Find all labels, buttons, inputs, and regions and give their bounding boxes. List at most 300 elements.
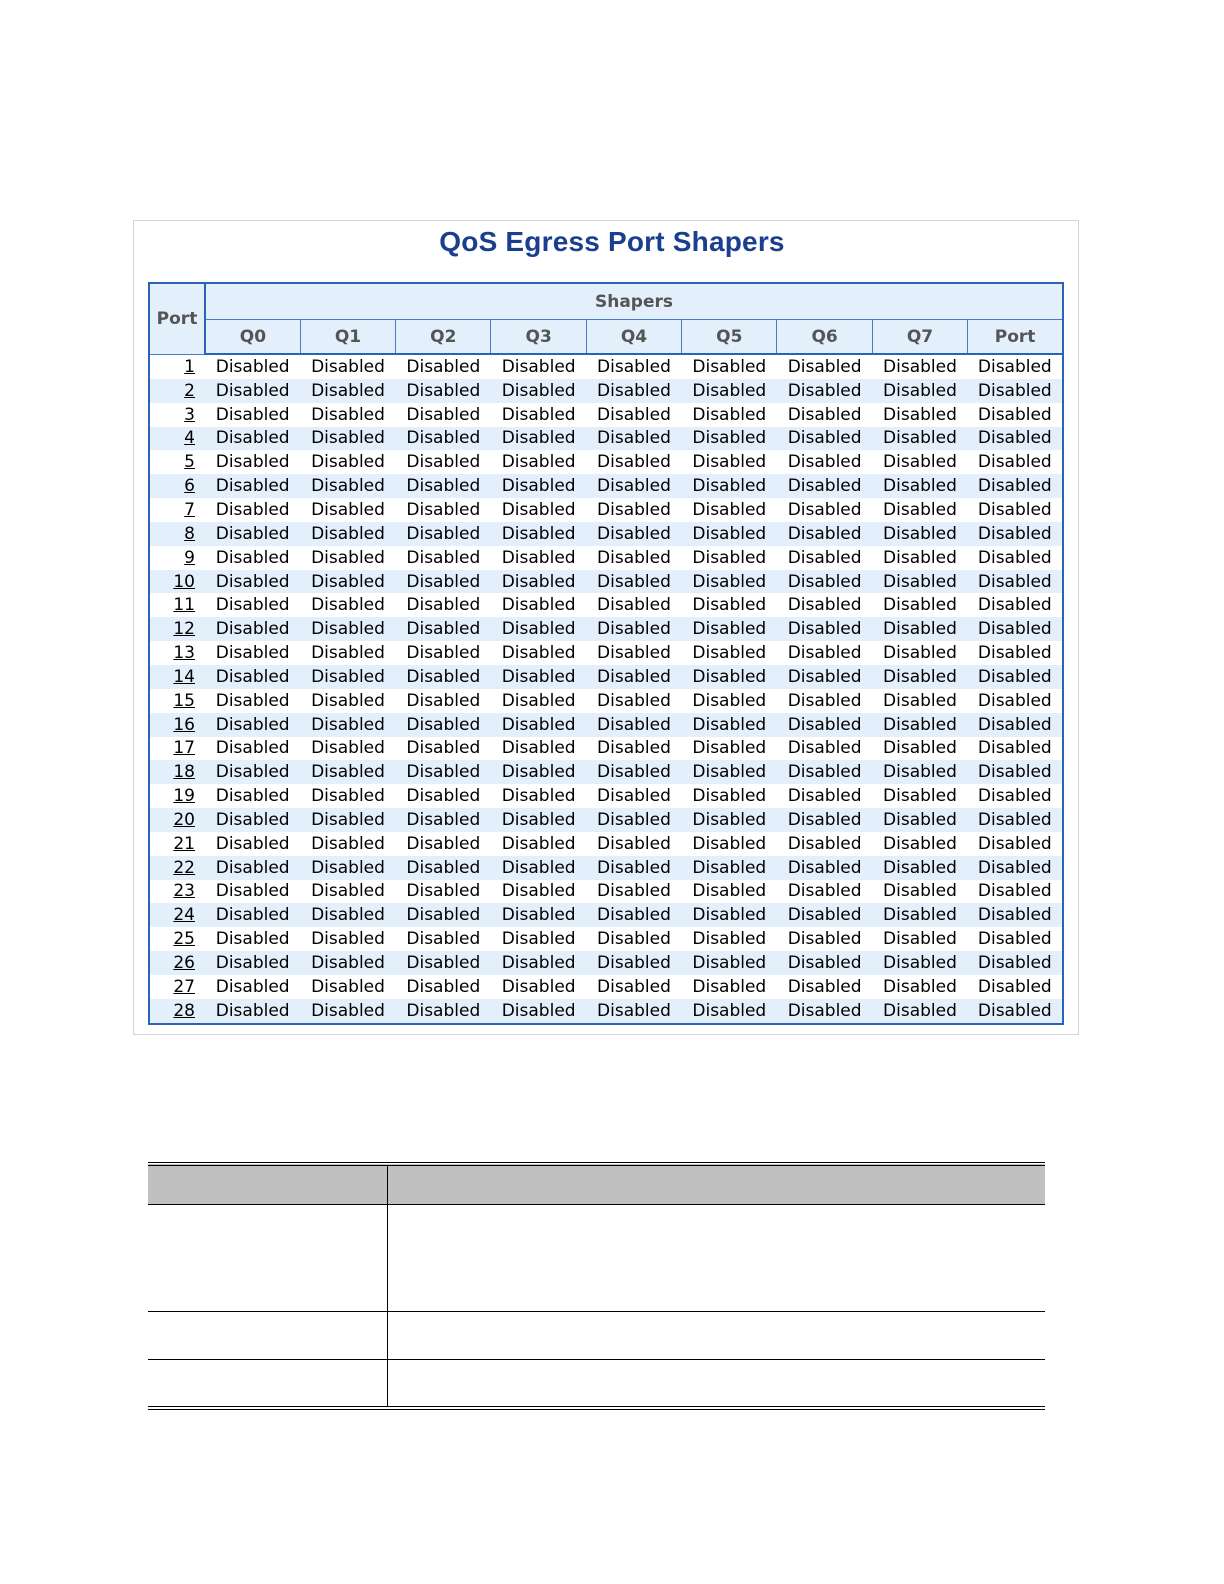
port-cell	[149, 570, 205, 594]
shaper-link[interactable]: Disabled	[597, 738, 671, 759]
shaper-link[interactable]: Disabled	[205, 856, 300, 880]
shaper-link[interactable]: Disabled	[968, 999, 1063, 1024]
shaper-link[interactable]: Disabled	[872, 379, 967, 403]
port-link[interactable]: 18	[173, 762, 195, 783]
shaper-link[interactable]: Disabled	[300, 951, 395, 975]
shaper-link[interactable]: Disabled	[311, 786, 385, 807]
description-cell	[388, 1360, 1046, 1409]
shaper-link[interactable]: Disabled	[692, 452, 767, 473]
shaper-link[interactable]: Disabled	[586, 427, 681, 451]
shaper-link[interactable]: Disabled	[883, 404, 957, 425]
port-link[interactable]: 5	[184, 452, 195, 473]
shaper-link[interactable]: Disabled	[872, 999, 967, 1024]
shaper-link[interactable]: Disabled	[692, 929, 767, 950]
shaper-link[interactable]: Disabled	[501, 595, 576, 616]
shaper-link[interactable]: Disabled	[872, 903, 967, 927]
shaper-link[interactable]: Disabled	[977, 452, 1052, 473]
shaper-link[interactable]: Disabled	[977, 643, 1052, 664]
shaper-link[interactable]: Disabled	[491, 474, 586, 498]
shaper-link[interactable]: Disabled	[501, 452, 576, 473]
shaper-link[interactable]: Disabled	[883, 738, 957, 759]
shaper-link[interactable]: Disabled	[692, 738, 767, 759]
port-link[interactable]: 25	[173, 929, 195, 950]
shaper-link[interactable]: Disabled	[396, 713, 491, 737]
shaper-link[interactable]: Disabled	[777, 665, 872, 689]
shaper-link[interactable]: Disabled	[682, 951, 777, 975]
shaper-link[interactable]: Disabled	[682, 570, 777, 594]
shaper-link[interactable]: Disabled	[777, 713, 872, 737]
shaper-link[interactable]: Disabled	[586, 379, 681, 403]
shaper-link[interactable]: Disabled	[883, 833, 957, 854]
shaper-link[interactable]: Disabled	[883, 356, 957, 377]
shaper-link[interactable]: Disabled	[300, 379, 395, 403]
shaper-link[interactable]: Disabled	[491, 713, 586, 737]
port-link[interactable]: 23	[173, 881, 195, 902]
shaper-link[interactable]: Disabled	[215, 738, 290, 759]
port-link[interactable]: 11	[173, 595, 195, 616]
shaper-link[interactable]: Disabled	[406, 690, 481, 711]
shaper-link[interactable]: Disabled	[872, 474, 967, 498]
shaper-link[interactable]: Disabled	[311, 404, 385, 425]
shaper-link[interactable]: Disabled	[311, 881, 385, 902]
shaper-link[interactable]: Disabled	[872, 617, 967, 641]
shaper-link[interactable]: Disabled	[597, 976, 671, 997]
shaper-link[interactable]: Disabled	[597, 929, 671, 950]
shaper-link[interactable]: Disabled	[682, 379, 777, 403]
shaper-link[interactable]: Disabled	[883, 786, 957, 807]
shaper-link[interactable]: Disabled	[501, 929, 576, 950]
shaper-link[interactable]: Disabled	[777, 427, 872, 451]
shaper-link[interactable]: Disabled	[215, 643, 290, 664]
shaper-link[interactable]: Disabled	[215, 595, 290, 616]
shaper-link[interactable]: Disabled	[872, 522, 967, 546]
shaper-link[interactable]: Disabled	[501, 356, 576, 377]
shaper-link[interactable]: Disabled	[777, 617, 872, 641]
port-cell	[149, 927, 205, 951]
shaper-link[interactable]: Disabled	[777, 856, 872, 880]
shaper-link[interactable]: Disabled	[872, 427, 967, 451]
port-link[interactable]: 12	[173, 619, 195, 640]
port-link[interactable]: 24	[173, 905, 195, 926]
shaper-link[interactable]: Disabled	[215, 547, 290, 568]
shaper-link[interactable]: Disabled	[491, 903, 586, 927]
shaper-link[interactable]: Disabled	[215, 404, 290, 425]
shaper-link[interactable]: Disabled	[872, 570, 967, 594]
shaper-link[interactable]: Disabled	[787, 404, 862, 425]
shaper-link[interactable]: Disabled	[692, 976, 767, 997]
shaper-link[interactable]: Disabled	[406, 881, 481, 902]
port-link[interactable]: 28	[173, 1000, 195, 1021]
shaper-link[interactable]: Disabled	[872, 808, 967, 832]
shaper-link[interactable]: Disabled	[977, 833, 1052, 854]
shaper-link[interactable]: Disabled	[872, 760, 967, 784]
shaper-link[interactable]: Disabled	[491, 427, 586, 451]
shaper-link[interactable]: Disabled	[300, 617, 395, 641]
shaper-link[interactable]: Disabled	[586, 570, 681, 594]
shaper-link[interactable]: Disabled	[396, 999, 491, 1024]
shaper-link[interactable]: Disabled	[777, 951, 872, 975]
shaper-link[interactable]: Disabled	[586, 808, 681, 832]
shaper-link[interactable]: Disabled	[311, 643, 385, 664]
shaper-link[interactable]: Disabled	[968, 427, 1063, 451]
shaper-link[interactable]: Disabled	[872, 713, 967, 737]
shaper-link[interactable]: Disabled	[968, 951, 1063, 975]
shaper-link[interactable]: Disabled	[977, 929, 1052, 950]
shaper-link[interactable]: Disabled	[787, 499, 862, 520]
shaper-link[interactable]: Disabled	[872, 665, 967, 689]
shaper-link[interactable]: Disabled	[205, 999, 300, 1024]
shaper-link[interactable]: Disabled	[406, 499, 481, 520]
shaper-link[interactable]: Disabled	[872, 951, 967, 975]
shaper-link[interactable]: Disabled	[682, 760, 777, 784]
shaper-link[interactable]: Disabled	[215, 833, 290, 854]
port-link[interactable]: 16	[173, 714, 195, 735]
port-cell	[149, 784, 205, 808]
shaper-link[interactable]: Disabled	[777, 570, 872, 594]
shaper-link[interactable]: Disabled	[205, 665, 300, 689]
shaper-link[interactable]: Disabled	[597, 404, 671, 425]
shaper-link[interactable]: Disabled	[215, 690, 290, 711]
port-link[interactable]: 27	[173, 976, 195, 997]
shaper-link[interactable]: Disabled	[597, 547, 671, 568]
shaper-link[interactable]: Disabled	[205, 760, 300, 784]
shaper-link[interactable]: Disabled	[406, 738, 481, 759]
shaper-link[interactable]: Disabled	[787, 690, 862, 711]
shaper-link[interactable]: Disabled	[692, 547, 767, 568]
port-link[interactable]: 2	[184, 380, 195, 401]
shaper-link[interactable]: Disabled	[501, 881, 576, 902]
shaper-link[interactable]: Disabled	[300, 856, 395, 880]
shaper-link[interactable]: Disabled	[787, 738, 862, 759]
port-link[interactable]: 20	[173, 809, 195, 830]
shaper-link[interactable]: Disabled	[597, 356, 671, 377]
shaper-link[interactable]: Disabled	[491, 808, 586, 832]
shaper-link[interactable]: Disabled	[787, 833, 862, 854]
shaper-link[interactable]: Disabled	[491, 999, 586, 1024]
shaper-link[interactable]: Disabled	[777, 379, 872, 403]
shaper-link[interactable]: Disabled	[692, 499, 767, 520]
shaper-link[interactable]: Disabled	[205, 617, 300, 641]
shaper-link[interactable]: Disabled	[597, 690, 671, 711]
shaper-link[interactable]: Disabled	[968, 474, 1063, 498]
shaper-link[interactable]: Disabled	[205, 951, 300, 975]
shaper-link[interactable]: Disabled	[682, 903, 777, 927]
shaper-link[interactable]: Disabled	[968, 617, 1063, 641]
shaper-link[interactable]: Disabled	[977, 738, 1052, 759]
shaper-link[interactable]: Disabled	[300, 474, 395, 498]
shaper-link[interactable]: Disabled	[300, 522, 395, 546]
shaper-link[interactable]: Disabled	[396, 951, 491, 975]
shaper-link[interactable]: Disabled	[597, 786, 671, 807]
shaper-link[interactable]: Disabled	[406, 356, 481, 377]
shaper-link[interactable]: Disabled	[501, 786, 576, 807]
shaper-link[interactable]: Disabled	[883, 976, 957, 997]
shaper-link[interactable]: Disabled	[311, 452, 385, 473]
shaper-link[interactable]: Disabled	[968, 570, 1063, 594]
shaper-link[interactable]: Disabled	[300, 760, 395, 784]
shaper-link[interactable]: Disabled	[311, 976, 385, 997]
shaper-link[interactable]: Disabled	[300, 665, 395, 689]
port-link[interactable]: 9	[184, 547, 195, 568]
shaper-link[interactable]: Disabled	[692, 595, 767, 616]
shaper-link[interactable]: Disabled	[787, 976, 862, 997]
shaper-link[interactable]: Disabled	[215, 786, 290, 807]
shaper-link[interactable]: Disabled	[968, 856, 1063, 880]
port-link[interactable]: 6	[184, 476, 195, 497]
shaper-link[interactable]: Disabled	[586, 999, 681, 1024]
shaper-link[interactable]: Disabled	[300, 570, 395, 594]
shaper-link[interactable]: Disabled	[977, 404, 1052, 425]
shaper-link[interactable]: Disabled	[977, 547, 1052, 568]
description-cell	[388, 1205, 1046, 1312]
shaper-link[interactable]: Disabled	[501, 738, 576, 759]
shaper-link[interactable]: Disabled	[406, 404, 481, 425]
shaper-link[interactable]: Disabled	[777, 903, 872, 927]
shaper-link[interactable]: Disabled	[205, 713, 300, 737]
shaper-link[interactable]: Disabled	[777, 999, 872, 1024]
shaper-link[interactable]: Disabled	[682, 808, 777, 832]
shaper-link[interactable]: Disabled	[215, 356, 290, 377]
shaper-link[interactable]: Disabled	[682, 522, 777, 546]
shaper-link[interactable]: Disabled	[205, 474, 300, 498]
shaper-link[interactable]: Disabled	[396, 427, 491, 451]
port-link[interactable]: 1	[184, 356, 195, 377]
shaper-link[interactable]: Disabled	[692, 786, 767, 807]
shaper-link[interactable]: Disabled	[968, 665, 1063, 689]
shaper-link[interactable]: Disabled	[205, 903, 300, 927]
shaper-link[interactable]: Disabled	[396, 379, 491, 403]
shaper-link[interactable]: Disabled	[968, 903, 1063, 927]
shaper-link[interactable]: Disabled	[311, 833, 385, 854]
shaper-link[interactable]: Disabled	[968, 713, 1063, 737]
shaper-link[interactable]: Disabled	[311, 356, 385, 377]
description-cell	[148, 1312, 388, 1360]
shaper-link[interactable]: Disabled	[406, 833, 481, 854]
port-link[interactable]: 13	[173, 643, 195, 664]
shaper-link[interactable]: Disabled	[586, 522, 681, 546]
shaper-link[interactable]: Disabled	[311, 499, 385, 520]
shaper-link[interactable]: Disabled	[396, 665, 491, 689]
column-header-q1: Q1	[300, 320, 395, 355]
port-link[interactable]: 17	[173, 738, 195, 759]
shaper-link[interactable]: Disabled	[977, 356, 1052, 377]
port-link[interactable]: 19	[173, 786, 195, 807]
shaper-link[interactable]: Disabled	[787, 452, 862, 473]
shaper-link[interactable]: Disabled	[883, 690, 957, 711]
shaper-link[interactable]: Disabled	[682, 999, 777, 1024]
shaper-link[interactable]: Disabled	[597, 452, 671, 473]
page-title: QoS Egress Port Shapers	[439, 226, 785, 257]
shaper-link[interactable]: Disabled	[311, 738, 385, 759]
shaper-link[interactable]: Disabled	[597, 833, 671, 854]
shaper-link[interactable]: Disabled	[586, 760, 681, 784]
shaper-link[interactable]: Disabled	[311, 595, 385, 616]
shaper-link[interactable]: Disabled	[406, 929, 481, 950]
port-link[interactable]: 15	[173, 690, 195, 711]
shaper-link[interactable]: Disabled	[777, 522, 872, 546]
shaper-link[interactable]: Disabled	[977, 595, 1052, 616]
shaper-link[interactable]: Disabled	[682, 617, 777, 641]
shaper-link[interactable]: Disabled	[205, 522, 300, 546]
shaper-link[interactable]: Disabled	[491, 617, 586, 641]
table-row	[149, 999, 1063, 1024]
shaper-link[interactable]: Disabled	[311, 547, 385, 568]
shaper-link[interactable]: Disabled	[682, 474, 777, 498]
shaper-link[interactable]: Disabled	[883, 881, 957, 902]
shaper-link[interactable]: Disabled	[396, 474, 491, 498]
port-cell	[149, 951, 205, 975]
shaper-link[interactable]: Disabled	[491, 522, 586, 546]
shaper-link[interactable]: Disabled	[883, 643, 957, 664]
shaper-link[interactable]: Disabled	[501, 690, 576, 711]
shaper-link[interactable]: Disabled	[586, 665, 681, 689]
shaper-link[interactable]: Disabled	[491, 665, 586, 689]
shaper-link[interactable]: Disabled	[977, 976, 1052, 997]
shaper-link[interactable]: Disabled	[787, 786, 862, 807]
table-row	[149, 737, 1063, 761]
shaper-link[interactable]: Disabled	[311, 929, 385, 950]
port-link[interactable]: 21	[173, 833, 195, 854]
shaper-link[interactable]: Disabled	[215, 499, 290, 520]
shaper-link[interactable]: Disabled	[777, 474, 872, 498]
port-link[interactable]: 7	[184, 499, 195, 520]
shaper-link[interactable]: Disabled	[787, 643, 862, 664]
shaper-link[interactable]: Disabled	[977, 690, 1052, 711]
shaper-link[interactable]: Disabled	[205, 427, 300, 451]
shaper-link[interactable]: Disabled	[406, 595, 481, 616]
shaper-link[interactable]: Disabled	[682, 665, 777, 689]
shaper-link[interactable]: Disabled	[491, 379, 586, 403]
shaper-link[interactable]: Disabled	[215, 929, 290, 950]
shaper-link[interactable]: Disabled	[215, 452, 290, 473]
shaper-link[interactable]: Disabled	[491, 760, 586, 784]
column-header-q2: Q2	[396, 320, 491, 355]
shaper-link[interactable]: Disabled	[396, 760, 491, 784]
port-link[interactable]: 10	[173, 571, 195, 592]
shaper-link[interactable]: Disabled	[692, 833, 767, 854]
shaper-link[interactable]: Disabled	[586, 856, 681, 880]
shaper-link[interactable]: Disabled	[777, 760, 872, 784]
shaper-link[interactable]: Disabled	[205, 570, 300, 594]
shaper-link[interactable]: Disabled	[977, 881, 1052, 902]
shaper-link[interactable]: Disabled	[396, 617, 491, 641]
shaper-link[interactable]: Disabled	[883, 452, 957, 473]
shaper-link[interactable]: Disabled	[682, 713, 777, 737]
table-row	[149, 903, 1063, 927]
shaper-link[interactable]: Disabled	[501, 404, 576, 425]
shaper-link[interactable]: Disabled	[883, 595, 957, 616]
shaper-link[interactable]: Disabled	[501, 499, 576, 520]
shaper-link[interactable]: Disabled	[396, 903, 491, 927]
shaper-link[interactable]: Disabled	[787, 595, 862, 616]
shaper-link[interactable]: Disabled	[406, 643, 481, 664]
shaper-link[interactable]: Disabled	[396, 808, 491, 832]
shaper-link[interactable]: Disabled	[406, 547, 481, 568]
shaper-link[interactable]: Disabled	[501, 643, 576, 664]
port-cell	[149, 760, 205, 784]
port-link[interactable]: 8	[184, 523, 195, 544]
description-cell	[388, 1312, 1046, 1360]
shaper-link[interactable]: Disabled	[396, 856, 491, 880]
shaper-link[interactable]: Disabled	[777, 808, 872, 832]
shaper-link[interactable]: Disabled	[586, 617, 681, 641]
shaper-link[interactable]: Disabled	[501, 547, 576, 568]
shaper-link[interactable]: Disabled	[692, 881, 767, 902]
shaper-link[interactable]: Disabled	[501, 833, 576, 854]
shaper-link[interactable]: Disabled	[300, 427, 395, 451]
shaper-link[interactable]: Disabled	[205, 808, 300, 832]
port-cell	[149, 665, 205, 689]
shaper-link[interactable]: Disabled	[682, 427, 777, 451]
shaper-link[interactable]: Disabled	[491, 570, 586, 594]
shaper-link[interactable]: Disabled	[692, 404, 767, 425]
shaper-link[interactable]: Disabled	[787, 929, 862, 950]
shaper-link[interactable]: Disabled	[872, 856, 967, 880]
shaper-link[interactable]: Disabled	[682, 856, 777, 880]
shaper-link[interactable]: Disabled	[883, 929, 957, 950]
shaper-link[interactable]: Disabled	[586, 903, 681, 927]
shaper-link[interactable]: Disabled	[787, 547, 862, 568]
shaper-link[interactable]: Disabled	[597, 643, 671, 664]
shaper-link[interactable]: Disabled	[968, 522, 1063, 546]
shaper-link[interactable]: Disabled	[883, 547, 957, 568]
shaper-link[interactable]: Disabled	[787, 881, 862, 902]
shaper-link[interactable]: Disabled	[491, 951, 586, 975]
shaper-link[interactable]: Disabled	[205, 379, 300, 403]
shaper-link[interactable]: Disabled	[883, 499, 957, 520]
shaper-link[interactable]: Disabled	[692, 690, 767, 711]
port-link[interactable]: 14	[173, 666, 195, 687]
shaper-link[interactable]: Disabled	[406, 452, 481, 473]
shaper-link[interactable]: Disabled	[300, 808, 395, 832]
shaper-link[interactable]: Disabled	[586, 713, 681, 737]
port-link[interactable]: 22	[173, 857, 195, 878]
shaper-link[interactable]: Disabled	[215, 881, 290, 902]
shaper-link[interactable]: Disabled	[586, 474, 681, 498]
port-link[interactable]: 3	[184, 404, 195, 425]
table-row	[149, 617, 1063, 641]
shaper-link[interactable]: Disabled	[787, 356, 862, 377]
shaper-link[interactable]: Disabled	[692, 643, 767, 664]
shaper-link[interactable]: Disabled	[968, 808, 1063, 832]
table-row	[149, 593, 1063, 617]
shaper-link[interactable]: Disabled	[501, 976, 576, 997]
shaper-link[interactable]: Disabled	[692, 356, 767, 377]
shaper-link[interactable]: Disabled	[977, 786, 1052, 807]
port-cell	[149, 737, 205, 761]
shaper-link[interactable]: Disabled	[300, 999, 395, 1024]
column-header-q4: Q4	[586, 320, 681, 355]
shaper-link[interactable]: Disabled	[491, 856, 586, 880]
shaper-link[interactable]: Disabled	[977, 499, 1052, 520]
shaper-link[interactable]: Disabled	[300, 713, 395, 737]
shaper-link[interactable]: Disabled	[597, 499, 671, 520]
shaper-link[interactable]: Disabled	[396, 522, 491, 546]
shaper-link[interactable]: Disabled	[968, 760, 1063, 784]
shaper-link[interactable]: Disabled	[396, 570, 491, 594]
shaper-link[interactable]: Disabled	[215, 976, 290, 997]
shaper-link[interactable]: Disabled	[300, 903, 395, 927]
shaper-link[interactable]: Disabled	[968, 379, 1063, 403]
port-link[interactable]: 4	[184, 428, 195, 449]
shaper-link[interactable]: Disabled	[406, 976, 481, 997]
shaper-link[interactable]: Disabled	[597, 595, 671, 616]
shaper-link[interactable]: Disabled	[597, 881, 671, 902]
port-link[interactable]: 26	[173, 953, 195, 974]
shaper-link[interactable]: Disabled	[586, 951, 681, 975]
shaper-link[interactable]: Disabled	[406, 786, 481, 807]
shaper-link[interactable]: Disabled	[311, 690, 385, 711]
